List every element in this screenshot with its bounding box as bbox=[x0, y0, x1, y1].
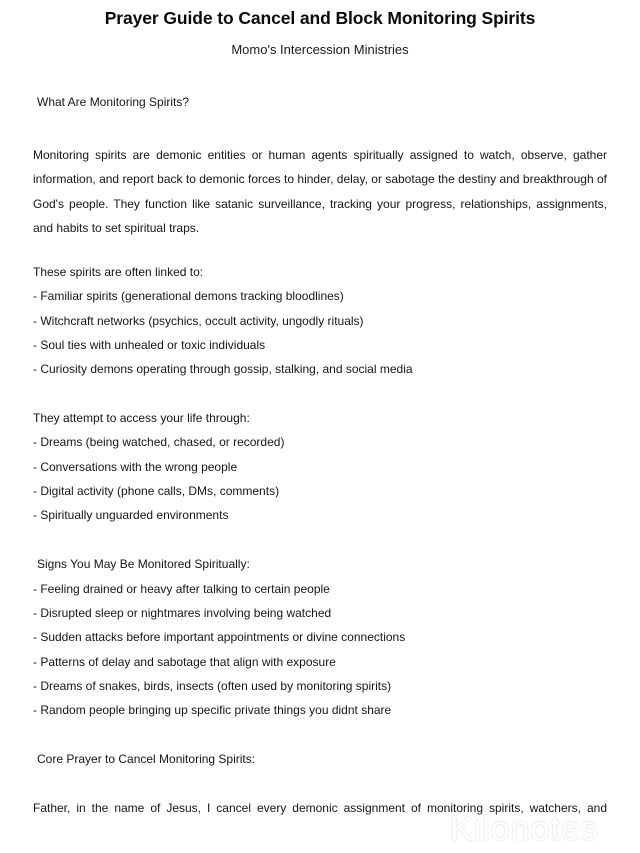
list-item: - Familiar spirits (generational demons tracking bloodlines) bbox=[33, 289, 344, 303]
list-item: - Digital activity (phone calls, DMs, comments) bbox=[33, 484, 280, 498]
list-item: - Curiosity demons operating through gossip, stalking, and social media bbox=[33, 362, 413, 376]
access-intro: They attempt to access your life through: bbox=[33, 411, 250, 425]
linked-intro: These spirits are often linked to: bbox=[33, 265, 204, 279]
section-heading-what-are: What Are Monitoring Spirits? bbox=[37, 95, 190, 109]
list-item: - Feeling drained or heavy after talking to certain people bbox=[33, 582, 330, 596]
section-heading-signs: Signs You May Be Monitored Spiritually: bbox=[37, 557, 250, 571]
document-subtitle: Momo's Intercession Ministries bbox=[231, 42, 409, 57]
list-item: - Sudden attacks before important appointments or divine connections bbox=[33, 630, 406, 644]
list-item: - Dreams of snakes, birds, insects (often used by monitoring spirits) bbox=[33, 679, 392, 693]
list-item: - Disrupted sleep or nightmares involving being watched bbox=[33, 606, 332, 620]
list-item: - Random people bringing up specific private things you didnt share bbox=[33, 703, 392, 717]
list-item: - Spiritually unguarded environments bbox=[33, 508, 229, 522]
watermark-logo: Kilonotes bbox=[450, 810, 599, 848]
intro-paragraph: Monitoring spirits are demonic entities or human agents spiritually assigned to watch, observe, gather information, and report back to demonic forces to hinder, delay, or sabotage the destiny and breakthrough of God's people. They function like satanic surveillance, tracking your progress, relationships, assignments, and habits to set spiritual traps. bbox=[33, 148, 607, 235]
list-item: - Dreams (being watched, chased, or recorded) bbox=[33, 435, 285, 449]
document-title: Prayer Guide to Cancel and Block Monitoring Spirits bbox=[104, 8, 536, 28]
list-item: - Patterns of delay and sabotage that align with exposure bbox=[33, 655, 336, 669]
prayer-text: Father, in the name of Jesus, I cancel every demonic assignment of monitoring spirits, watchers, and bbox=[33, 801, 607, 815]
list-item: - Conversations with the wrong people bbox=[33, 460, 238, 474]
section-heading-core-prayer: Core Prayer to Cancel Monitoring Spirits: bbox=[37, 752, 256, 766]
list-item: - Witchcraft networks (psychics, occult activity, ungodly rituals) bbox=[33, 314, 364, 328]
list-item: - Soul ties with unhealed or toxic individuals bbox=[33, 338, 266, 352]
